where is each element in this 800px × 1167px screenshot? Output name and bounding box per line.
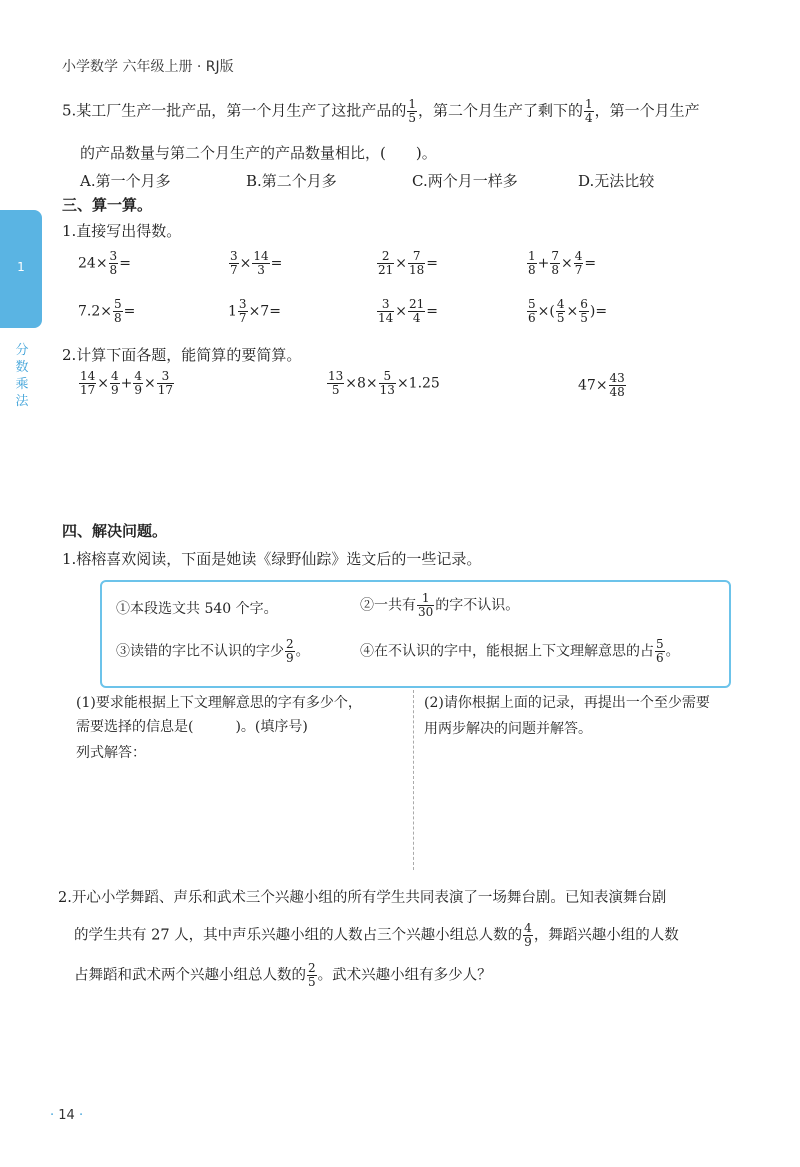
calc-item: $\frac{5}{6}$ ×( $\frac{4}{5}$ × $\frac{6}{5}$ )=	[528, 297, 608, 325]
calc-item: 47× $\frac{43}{48}$	[578, 371, 625, 399]
sub1-line2: 需要选择的信息是( )。(填序号)	[76, 719, 308, 735]
chapter-label-char: 数	[15, 360, 29, 375]
page-number: · 14 ·	[50, 1108, 84, 1123]
info-3: ③读错的字比不认识的字少 $\frac{2}{9}$ 。	[116, 637, 310, 665]
q2-line3: 占舞蹈和武术两个兴趣小组总人数的 $\frac{2}{5}$ 。武术兴趣小组有多少人？	[74, 961, 492, 989]
info-4: ④在不认识的字中，能根据上下文理解意思的占 $\frac{5}{6}$ 。	[360, 637, 680, 665]
calc-item: 24× $\frac{3}{8}$ =	[78, 249, 131, 277]
sub2-line2: 用两步解决的问题并解答。	[424, 721, 592, 737]
q5-option-a: A.第一个月多	[80, 172, 171, 190]
chapter-label-char: 分	[15, 343, 29, 358]
chapter-tab	[0, 210, 42, 328]
q5-option-b: B.第二个月多	[246, 172, 337, 190]
calc-item: $\frac{13}{5}$ ×8× $\frac{5}{13}$ ×1.25	[328, 369, 440, 397]
fraction: $\frac{1}{4}$	[584, 97, 593, 125]
calc-item: $\frac{1}{8}$ + $\frac{7}{8}$ × $\frac{4}{7}$ =	[528, 249, 597, 277]
fraction: $\frac{1}{5}$	[408, 97, 416, 125]
info-box	[100, 580, 731, 688]
calc-item: $\frac{2}{21}$ × $\frac{7}{18}$ =	[378, 249, 439, 277]
q5-line2: 的产品数量与第二个月生产的产品数量相比，( )。	[80, 144, 437, 162]
calc-item: $\frac{3}{7}$ × $\frac{14}{3}$ =	[230, 249, 283, 277]
calc-item: 7.2× $\frac{5}{8}$ =	[78, 297, 136, 325]
chapter-label-char: 法	[15, 394, 29, 409]
q2-line2: 的学生共有 27 人，其中声乐兴趣小组的人数占三个兴趣小组总人数的 $\frac{4}{9}$ ，舞蹈兴趣小组的人数	[74, 921, 679, 949]
sub1-line3: 列式解答：	[76, 745, 146, 761]
column-divider	[413, 690, 414, 870]
section3-sub2: 2.计算下面各题，能简算的要简算。	[62, 346, 302, 364]
section4-title: 四、解决问题。	[62, 522, 168, 540]
calc-item: $\frac{14}{17}$ × $\frac{4}{9}$ + $\frac{4}{9}$ × $\frac{3}{17}$	[80, 369, 174, 397]
sub1-line1: (1)要求能根据上下文理解意思的字有多少个，	[76, 695, 362, 711]
info-2: ②一共有 $\frac{1}{30}$ 的字不认识。	[360, 591, 520, 619]
section3-sub1: 1.直接写出得数。	[62, 222, 182, 240]
q5-option-d: D.无法比较	[578, 172, 655, 190]
q5-line1: 5.某工厂生产一批产品，第一个月生产了这批产品的 $\frac{1}{5}$ ，第二个月生产了剩下的 $\frac{1}{4}$ ，第一个月生产	[62, 97, 700, 125]
section3-title: 三、算一算。	[62, 196, 153, 214]
calc-item: 1 $\frac{3}{7}$ ×7=	[228, 297, 281, 325]
sub2-line1: (2)请你根据上面的记录，再提出一个至少需要	[424, 695, 710, 711]
calc-item: $\frac{3}{14}$ × $\frac{21}{4}$ =	[378, 297, 439, 325]
section4-q1-intro: 1.榕榕喜欢阅读，下面是她读《绿野仙踪》选文后的一些记录。	[62, 550, 482, 568]
info-1: ①本段选文共 540 个字。	[116, 601, 278, 617]
q2-line1: 2.开心小学舞蹈、声乐和武术三个兴趣小组的所有学生共同表演了一场舞台剧。已知表演舞台剧	[58, 890, 667, 906]
chapter-number: 1	[17, 260, 25, 274]
page-header: 小学数学 六年级上册 · RJ版	[62, 59, 234, 75]
chapter-label	[14, 342, 30, 410]
q5-option-c: C.两个月一样多	[412, 172, 518, 190]
chapter-label-char: 乘	[15, 377, 29, 392]
